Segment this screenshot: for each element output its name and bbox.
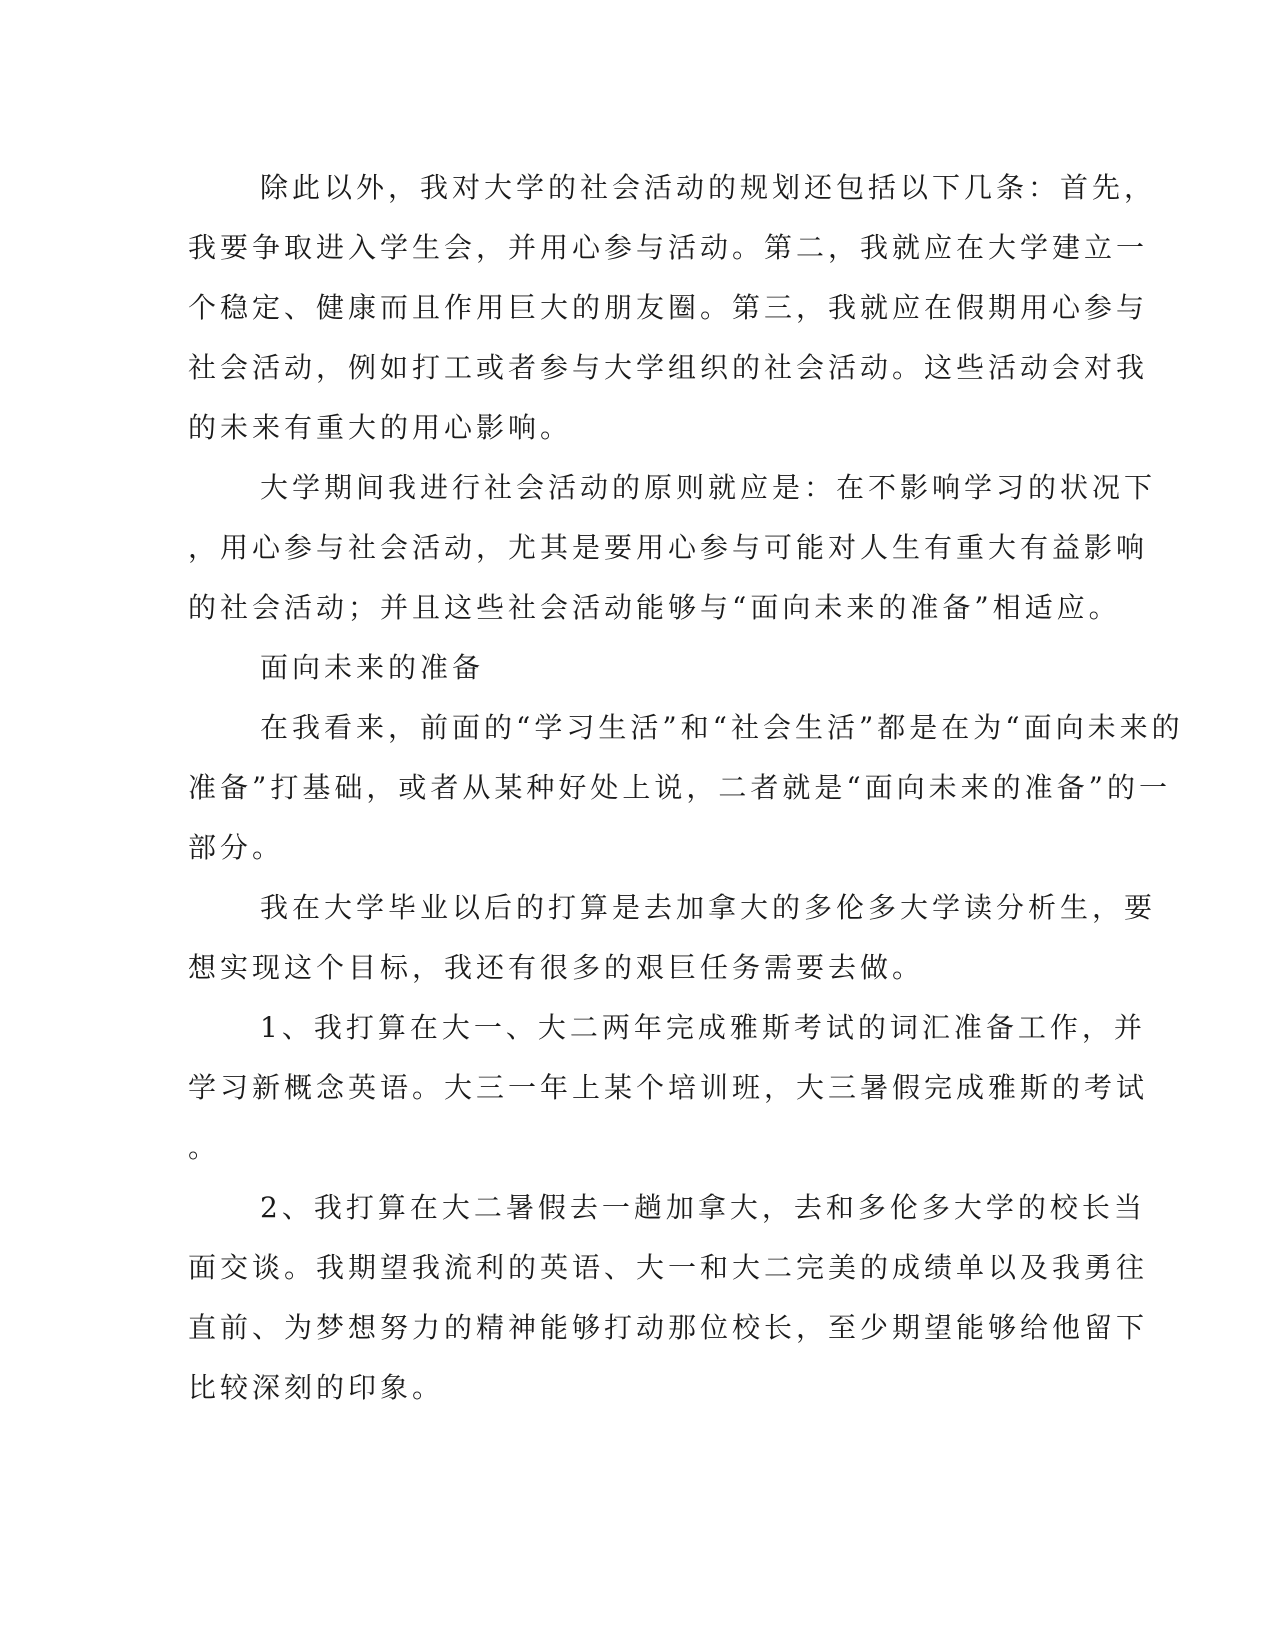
paragraph-social-activity-principle xyxy=(188,458,1157,638)
text-line: ，用心参与社会活动，尤其是要用心参与可能对人生有重大有益影响 xyxy=(188,531,1149,564)
text-line: 的未来有重大的用心影响。 xyxy=(188,411,573,444)
text-line: 1、我打算在大一、大二两年完成雅斯考试的词汇准备工作，并 xyxy=(260,1011,1146,1044)
paragraph-graduate-plan xyxy=(188,878,1157,998)
paragraph-social-activity-plans xyxy=(188,158,1157,458)
text-line: 在我看来，前面的“学习生活”和“社会生活”都是在为“面向未来的 xyxy=(260,711,1184,744)
document-body xyxy=(188,158,1184,1418)
text-line: 直前、为梦想努力的精神能够打动那位校长，至少期望能够给他留下 xyxy=(188,1311,1149,1344)
text-line: 我在大学毕业以后的打算是去加拿大的多伦多大学读分析生，要 xyxy=(260,891,1157,924)
text-line: 除此以外，我对大学的社会活动的规划还包括以下几条：首先， xyxy=(260,171,1157,204)
paragraph-plan-item-2 xyxy=(188,1178,1149,1418)
section-heading-future-preparation xyxy=(188,638,1088,698)
section-heading: 面向未来的准备 xyxy=(260,651,485,684)
text-line: 大学期间我进行社会活动的原则就应是：在不影响学习的状况下 xyxy=(260,471,1157,504)
text-line: 面交谈。我期望我流利的英语、大一和大二完美的成绩单以及我勇往 xyxy=(188,1251,1149,1284)
text-line: 。 xyxy=(188,1131,221,1164)
text-line: 想实现这个目标，我还有很多的艰巨任务需要去做。 xyxy=(188,951,925,984)
paragraph-plan-item-1 xyxy=(188,998,1149,1178)
text-line: 比较深刻的印象。 xyxy=(188,1371,445,1404)
text-line: 个稳定、健康而且作用巨大的朋友圈。第三，我就应在假期用心参与 xyxy=(188,291,1149,324)
text-line: 准备”打基础，或者从某种好处上说，二者就是“面向未来的准备”的一 xyxy=(188,771,1171,804)
text-line: 2、我打算在大二暑假去一趟加拿大，去和多伦多大学的校长当 xyxy=(260,1191,1146,1224)
text-line: 学习新概念英语。大三一年上某个培训班，大三暑假完成雅斯的考试 xyxy=(188,1071,1149,1104)
text-line: 我要争取进入学生会，并用心参与活动。第二，我就应在大学建立一 xyxy=(188,231,1149,264)
text-line: 的社会活动；并且这些社会活动能够与“面向未来的准备”相适应。 xyxy=(188,591,1121,624)
paragraph-future-foundation xyxy=(188,698,1184,878)
text-line: 部分。 xyxy=(188,831,285,864)
text-line: 社会活动，例如打工或者参与大学组织的社会活动。这些活动会对我 xyxy=(188,351,1149,384)
